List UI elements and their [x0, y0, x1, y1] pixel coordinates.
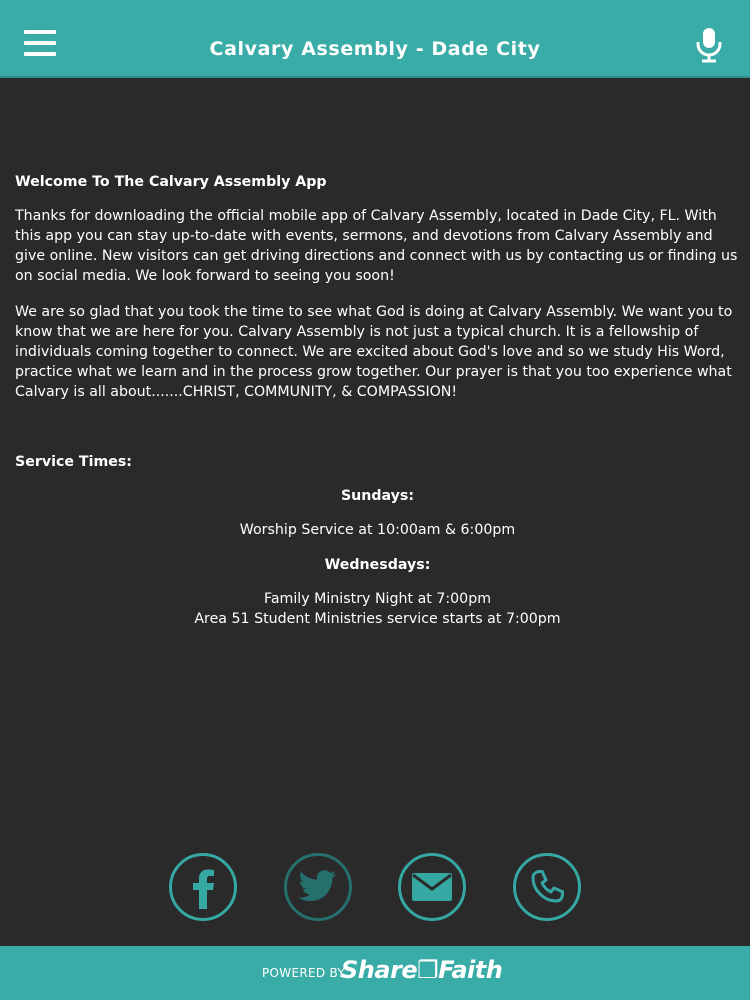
twitter-icon [298, 870, 338, 904]
facebook-icon [186, 865, 220, 909]
about-paragraph: We are so glad that you took the time to see what God is doing at Calvary Assembly. We want you to know that we are here for you. Calvary Assembly is not just a typical church. It is a fellowship of individuals coming together to connect. We are excited about God's love and so we study His Word, practice what we learn and in the process grow together. Our prayer is that you too experience what Calvary is all about.......CHRIST, COMMUNITY, & COMPASSION! [15, 304, 733, 400]
powered-by-label: POWERED BY [262, 966, 346, 980]
menu-icon-bar [24, 52, 56, 56]
facebook-button[interactable] [169, 853, 237, 921]
footer-bar [0, 946, 750, 1000]
menu-button[interactable] [24, 30, 56, 58]
menu-icon-bar [24, 41, 56, 45]
phone-icon [530, 870, 564, 904]
page-title: Calvary Assembly - Dade City [209, 38, 541, 60]
intro-paragraph: Thanks for downloading the official mobile app of Calvary Assembly, located in Dade City, FL. With this app you can stay up-to-date with events, sermons, and devotions from Calvary Assembly and give online. New visitors can get driving directions and connect with us by contacting us or finding us on social media. We look forward to seeing you soon! [15, 208, 738, 284]
wednesdays-line-1: Family Ministry Night at 7:00pm [263, 591, 492, 607]
welcome-heading: Welcome To The Calvary Assembly App [15, 174, 327, 190]
social-links [0, 853, 750, 923]
microphone-icon [694, 26, 724, 64]
sharefaith-logo[interactable]: Share❐Faith [341, 956, 503, 984]
twitter-button[interactable] [284, 853, 352, 921]
wednesdays-line-2: Area 51 Student Ministries service starts at 7:00pm [194, 611, 561, 627]
email-button[interactable] [398, 853, 466, 921]
app-header [0, 0, 750, 78]
wednesdays-label: Wednesdays: [324, 557, 431, 573]
service-times-heading: Service Times: [15, 454, 132, 470]
email-icon [411, 872, 453, 902]
main-content [15, 172, 740, 629]
sundays-service: Worship Service at 10:00am & 6:00pm [239, 522, 516, 538]
sundays-label: Sundays: [340, 488, 415, 504]
phone-button[interactable] [513, 853, 581, 921]
microphone-button[interactable] [694, 26, 724, 64]
menu-icon-bar [24, 30, 56, 34]
